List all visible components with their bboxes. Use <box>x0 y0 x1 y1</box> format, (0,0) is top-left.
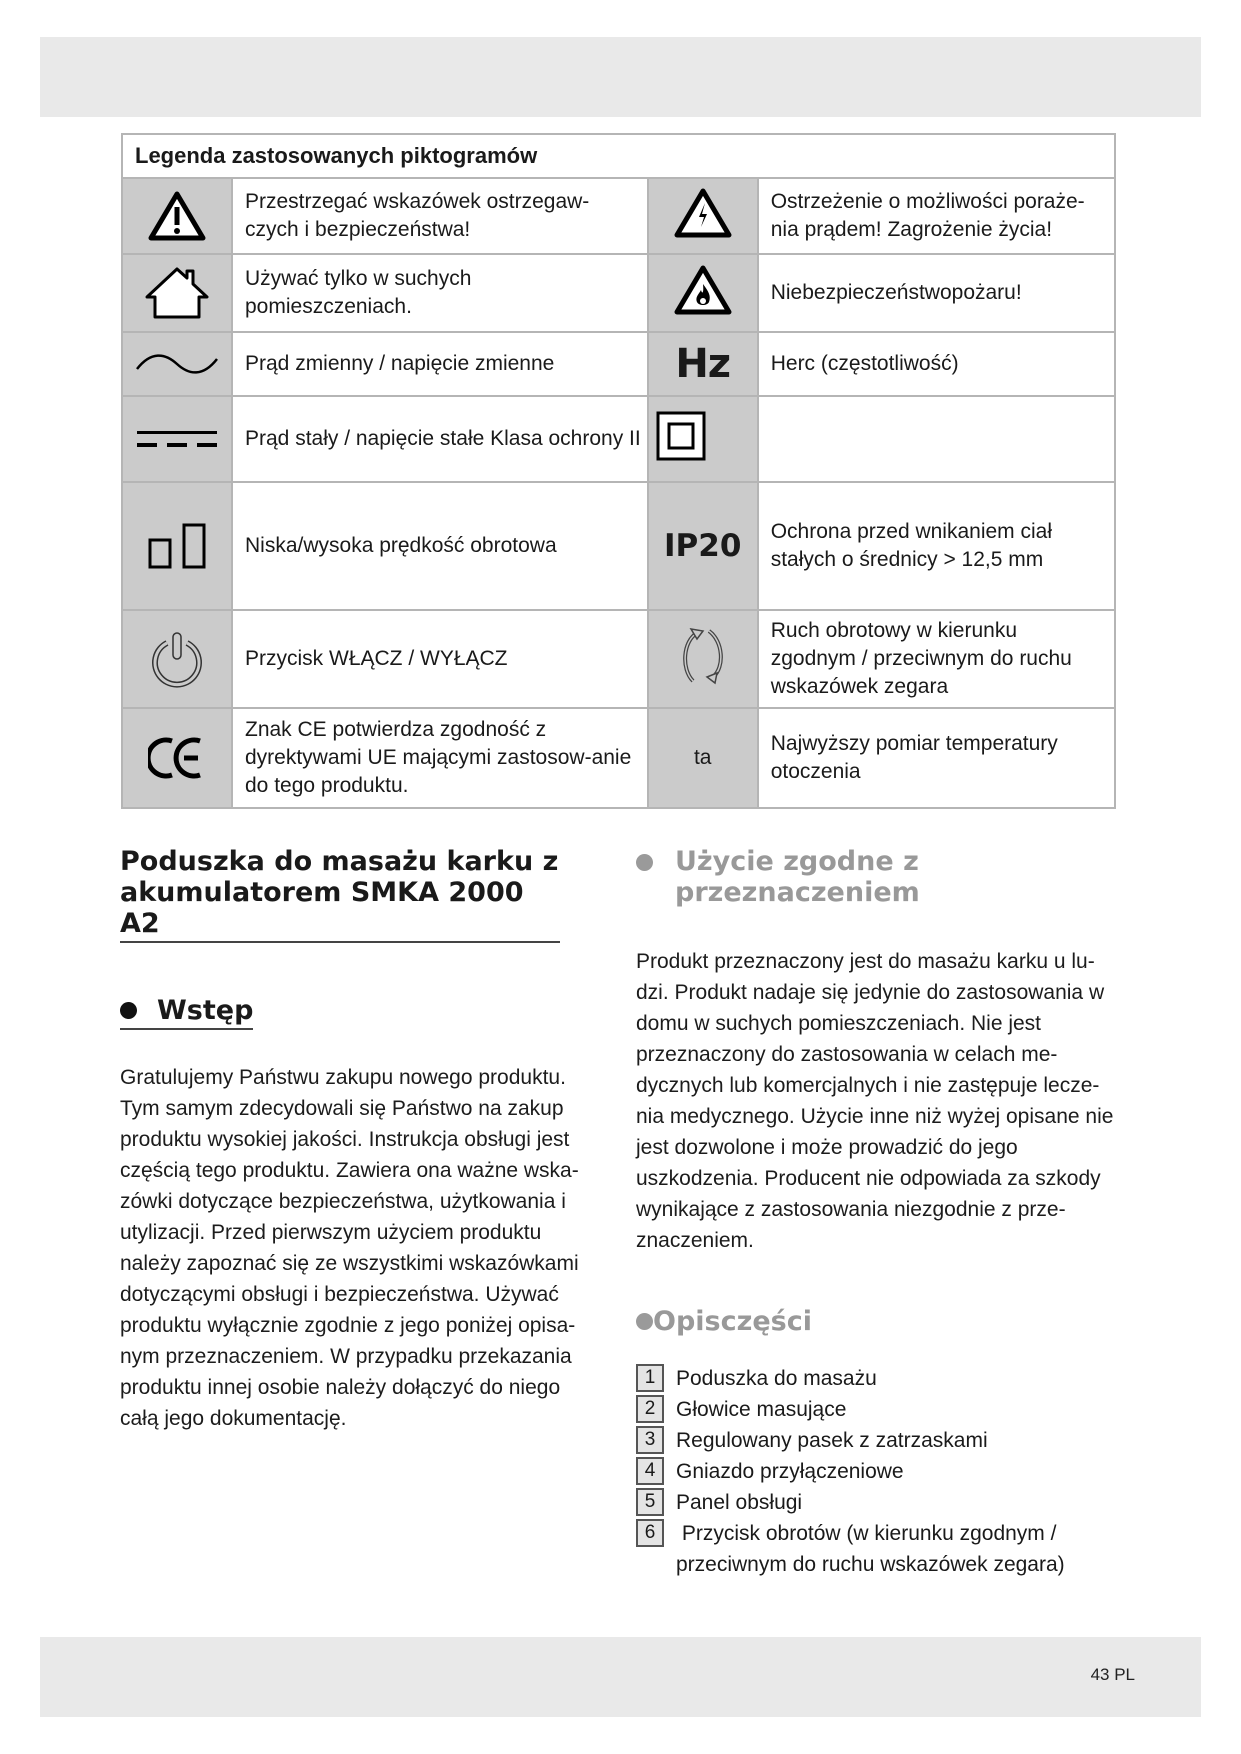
speed-low-high-icon <box>122 482 232 610</box>
part-number: 4 <box>636 1457 664 1485</box>
legend-row <box>122 254 1115 332</box>
part-number: 1 <box>636 1364 664 1392</box>
bullet-icon <box>636 854 653 871</box>
ce-mark-icon <box>122 708 232 808</box>
ta-icon: ta <box>648 708 758 808</box>
legend-text <box>758 396 1115 482</box>
fire-warning-icon <box>648 254 758 332</box>
footer-band <box>40 1637 1201 1717</box>
legend-text: Ruch obrotowy w kierunku zgodnym / przeciwnym do ruchu wskazówek zegara <box>758 610 1115 708</box>
legend-text: Niska/wysoka prędkość obrotowa <box>232 482 648 610</box>
warning-triangle-icon <box>122 178 232 254</box>
legend-row <box>122 610 1115 708</box>
part-label: Poduszka do masażu <box>676 1367 877 1390</box>
page-number: 43 PL <box>1090 1665 1135 1684</box>
usage-heading-text: Użycie zgodne z przeznaczeniem <box>675 846 920 908</box>
list-item <box>636 1487 1126 1518</box>
legend-text: Prąd zmienny / napięcie zmienne <box>232 332 648 396</box>
legend-row <box>122 332 1115 396</box>
legend-row <box>122 708 1115 808</box>
legend-text: Przycisk WŁĄCZ / WYŁĄCZ <box>232 610 648 708</box>
part-label: Gniazdo przyłączeniowe <box>676 1460 904 1483</box>
part-label: Głowice masujące <box>676 1398 847 1421</box>
parts-heading <box>636 1306 1126 1337</box>
legend-text: Znak CE potwierdza zgodność z dyrektywami UE mającymi zastosow-anie do tego produktu. <box>232 708 648 808</box>
usage-heading <box>636 846 1126 908</box>
ac-wave-icon <box>122 332 232 396</box>
intro-heading-wrap <box>120 995 253 1030</box>
legend-text: Ostrzeżenie o możliwości poraże-nia prądem! Zagrożenie życia! <box>758 178 1115 254</box>
intro-heading-text: Wstęp <box>157 995 254 1026</box>
hz-icon: Hz <box>648 332 758 396</box>
header-band <box>40 37 1201 117</box>
legend-row <box>122 178 1115 254</box>
legend-text: Przestrzegać wskazówek ostrzegaw-czych i bezpieczeństwa! <box>232 178 648 254</box>
house-icon <box>122 254 232 332</box>
legend-text: Prąd stały / napięcie stałe Klasa ochrony II <box>232 396 648 482</box>
legend-text: Najwyższy pomiar temperatury otoczenia <box>758 708 1115 808</box>
electric-shock-warning-icon <box>648 178 758 254</box>
product-title: Poduszka do masażu karku z akumulatorem SMKA 2000 A2 <box>120 846 560 943</box>
intro-paragraph: Gratulujemy Państwu zakupu nowego produktu. Tym samym zdecydowali się Państwo na zakup produktu wysokiej jakości. Instrukcja obsługi jest częścią tego produktu. Zawiera ona ważne wska-zówki dotyczące bezpieczeństwa, użytkowania i utylizacji. Przed pierwszym użyciem produktu należy zapoznać się ze wszystkimi wskazówkami dotyczącymi obsługi i bezpieczeństwa. Używać produktu wyłącznie zgodnie z jego poniżej opisa-nym przeznaczeniem. W przypadku przekazania produktu innej osobie należy dołączyć do niego całą jego dokumentację. <box>120 1066 579 1430</box>
usage-paragraph: Produkt przeznaczony jest do masażu karku u lu-dzi. Produkt nadaje się jedynie do zastosowania w domu w suchych pomieszczeniach. Nie jest przeznaczony do zastosowania w celach me-dycznych lub komercjalnych i nie zastępuje lecze-nia medycznego. Użycie inne niż wyżej opisane nie jest dozwolone i może prowadzić do jego uszkodzenia. Producent nie odpowiada za szkody wynikające z zastosowania niezgodnie z prze-znaczeniem. <box>636 950 1114 1252</box>
list-item <box>636 1518 1126 1580</box>
legend-title: Legenda zastosowanych piktogramów <box>122 134 1115 178</box>
rotation-arrows-icon <box>648 610 758 708</box>
legend-text: Herc (częstotliwość) <box>758 332 1115 396</box>
protection-class-ii-icon <box>648 396 758 482</box>
part-number: 3 <box>636 1426 664 1454</box>
part-label: Regulowany pasek z zatrzaskami <box>676 1429 988 1452</box>
list-item <box>636 1456 1126 1487</box>
list-item <box>636 1394 1126 1425</box>
part-number: 6 <box>636 1519 664 1547</box>
parts-list <box>636 1363 1126 1580</box>
list-item <box>636 1363 1126 1394</box>
part-label: Przycisk obrotów (w kierunku zgodnym / przeciwnym do ruchu wskazówek zegara) <box>676 1522 1065 1576</box>
parts-heading-text: Opisczęści <box>653 1306 812 1337</box>
legend-text: Ochrona przed wnikaniem ciał stałych o średnicy > 12,5 mm <box>758 482 1115 610</box>
part-label: Panel obsługi <box>676 1491 803 1514</box>
legend-row <box>122 482 1115 610</box>
pictogram-legend-table <box>121 133 1116 809</box>
legend-text: Używać tylko w suchych pomieszczeniach. <box>232 254 648 332</box>
ip20-icon: IP20 <box>648 482 758 610</box>
legend-row <box>122 396 1115 482</box>
dc-current-icon <box>122 396 232 482</box>
list-item <box>636 1425 1126 1456</box>
legend-text: Niebezpieczeństwopożaru! <box>758 254 1115 332</box>
part-number: 5 <box>636 1488 664 1516</box>
intro-heading <box>120 995 253 1026</box>
part-number: 2 <box>636 1395 664 1423</box>
bullet-icon <box>120 1002 137 1019</box>
power-icon <box>122 610 232 708</box>
bullet-icon <box>636 1313 653 1330</box>
left-column <box>120 846 590 1434</box>
right-column <box>636 846 1126 1580</box>
